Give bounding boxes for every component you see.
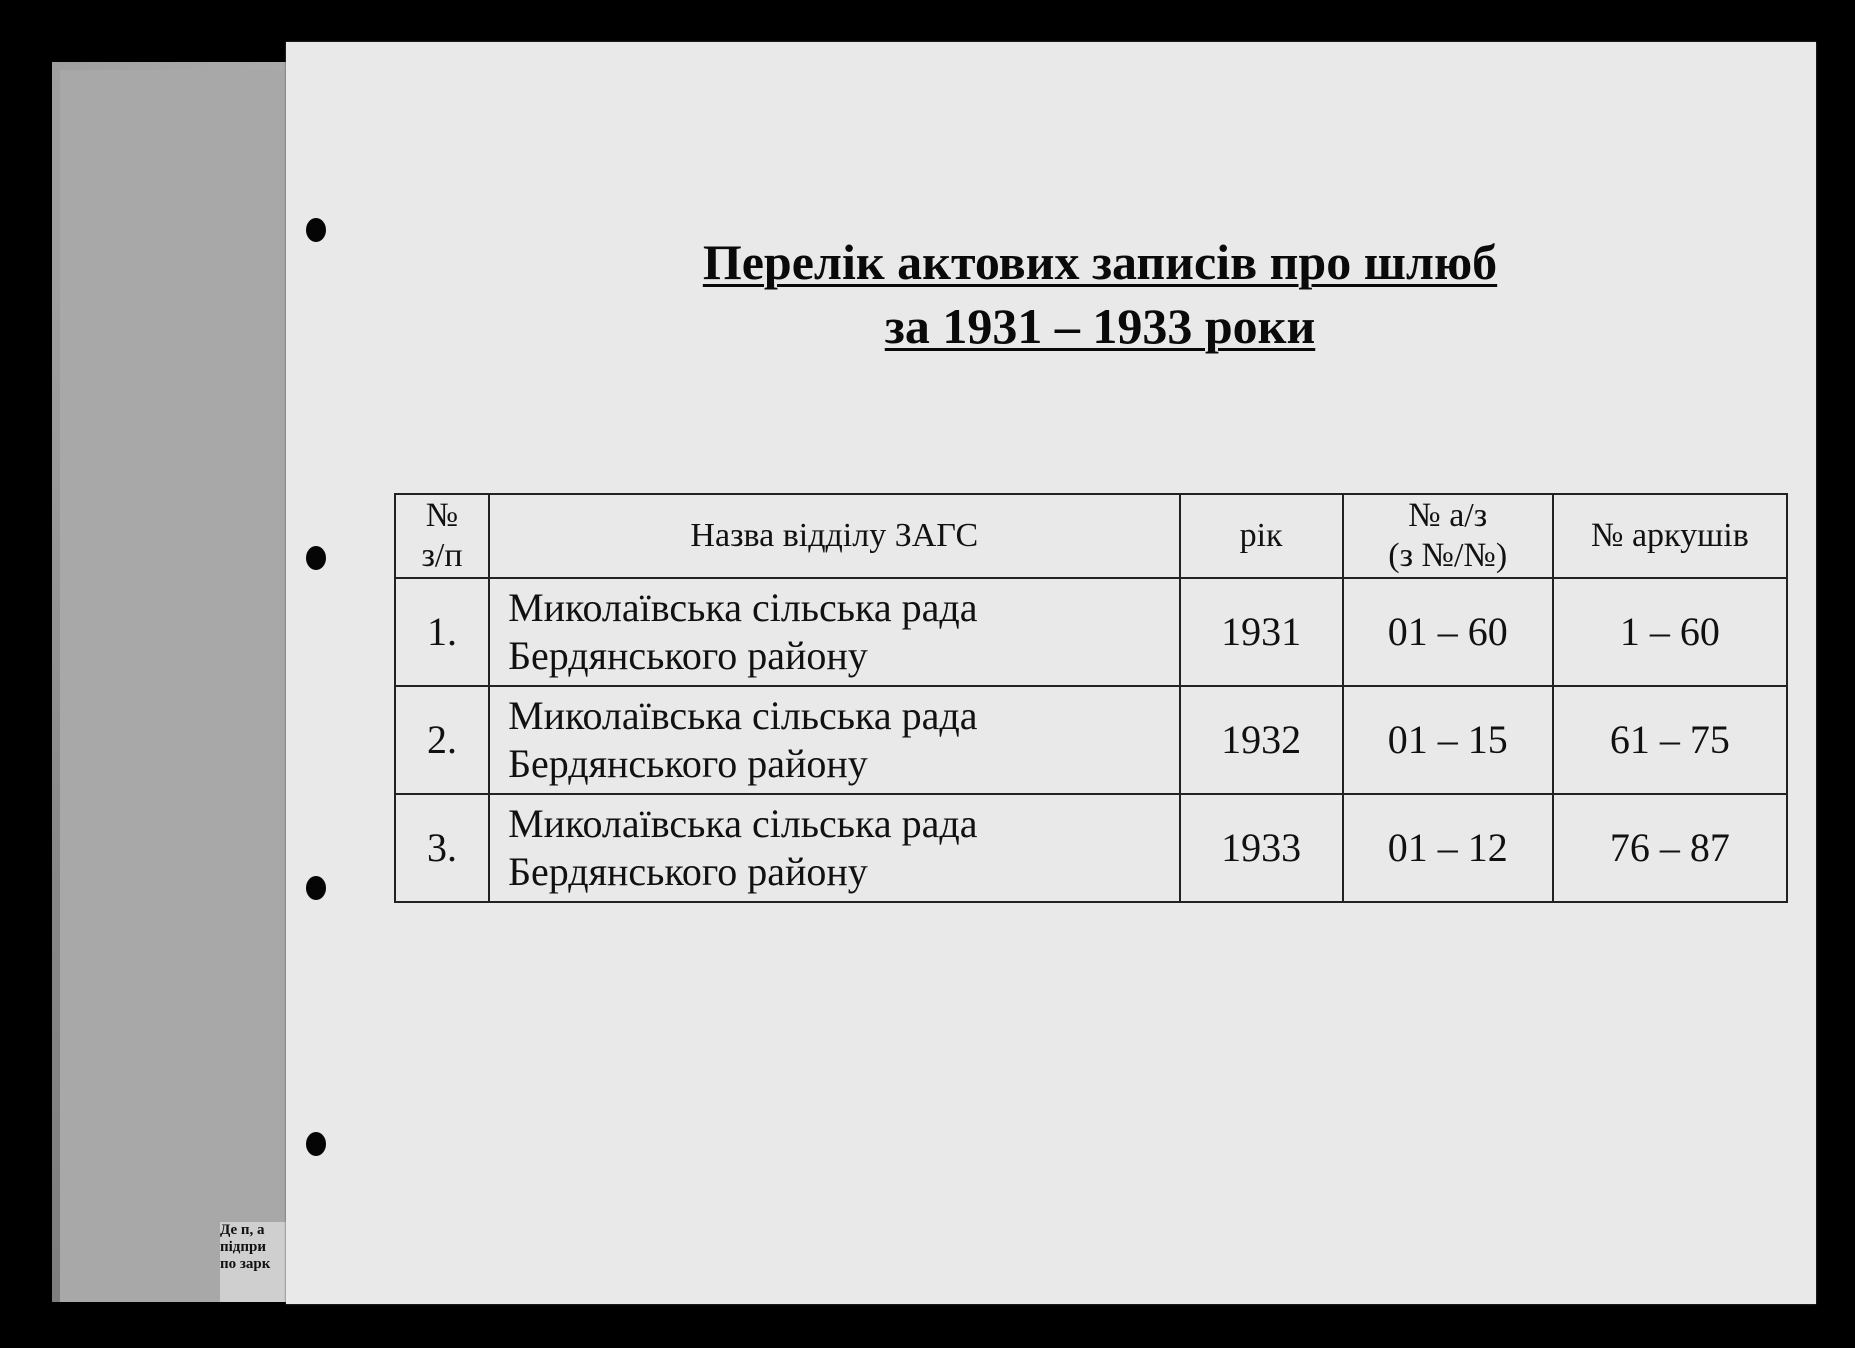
- stub-line-3: по зарк: [220, 1256, 271, 1272]
- title-line-1: Перелік актових записів про шлюб: [702, 234, 1498, 290]
- row-record-range: 01 – 15: [1343, 686, 1553, 794]
- table-row: [395, 794, 1787, 902]
- row-record-range: 01 – 12: [1343, 794, 1553, 902]
- row-sheets: 61 – 75: [1553, 686, 1787, 794]
- row-office-name: [489, 578, 1179, 686]
- office-name-line-2: Бердянського району: [508, 633, 868, 678]
- office-name-line-1: Миколаївська сільська рада: [508, 801, 978, 846]
- header-number: [395, 494, 489, 578]
- header-number-line-1: №: [425, 497, 459, 534]
- stub-line-2: підпри: [220, 1239, 267, 1255]
- table-row: [395, 686, 1787, 794]
- row-record-range: 01 – 60: [1343, 578, 1553, 686]
- stub-line-1: Де п, а: [220, 1222, 265, 1238]
- records-table: [394, 493, 1788, 903]
- office-name-line-1: Миколаївська сільська рада: [508, 693, 978, 738]
- punch-hole-icon: [306, 218, 326, 242]
- office-name-line-1: Миколаївська сільська рада: [508, 585, 978, 630]
- title-line-2: за 1931 – 1933 роки: [884, 298, 1316, 354]
- row-year: 1933: [1180, 794, 1343, 902]
- row-office-name: [489, 794, 1179, 902]
- row-sheets: 76 – 87: [1553, 794, 1787, 902]
- header-range-line-2: (з №/№): [1388, 537, 1508, 574]
- punch-hole-icon: [306, 546, 326, 570]
- table-row: [395, 578, 1787, 686]
- header-office-name: Назва відділу ЗАГС: [489, 494, 1179, 578]
- office-name-line-2: Бердянського району: [508, 849, 868, 894]
- header-range-line-1: № а/з: [1408, 497, 1488, 534]
- header-record-range: [1343, 494, 1553, 578]
- punch-hole-icon: [306, 876, 326, 900]
- punch-hole-icon: [306, 1132, 326, 1156]
- header-number-line-2: з/п: [421, 537, 463, 574]
- office-name-line-2: Бердянського району: [508, 741, 868, 786]
- header-sheets: № аркушів: [1553, 494, 1787, 578]
- row-office-name: [489, 686, 1179, 794]
- row-number: 1.: [395, 578, 489, 686]
- header-year: рік: [1180, 494, 1343, 578]
- row-number: 2.: [395, 686, 489, 794]
- row-sheets: 1 – 60: [1553, 578, 1787, 686]
- row-year: 1931: [1180, 578, 1343, 686]
- row-year: 1932: [1180, 686, 1343, 794]
- table-header-row: [395, 494, 1787, 578]
- document-title: [560, 230, 1640, 358]
- row-number: 3.: [395, 794, 489, 902]
